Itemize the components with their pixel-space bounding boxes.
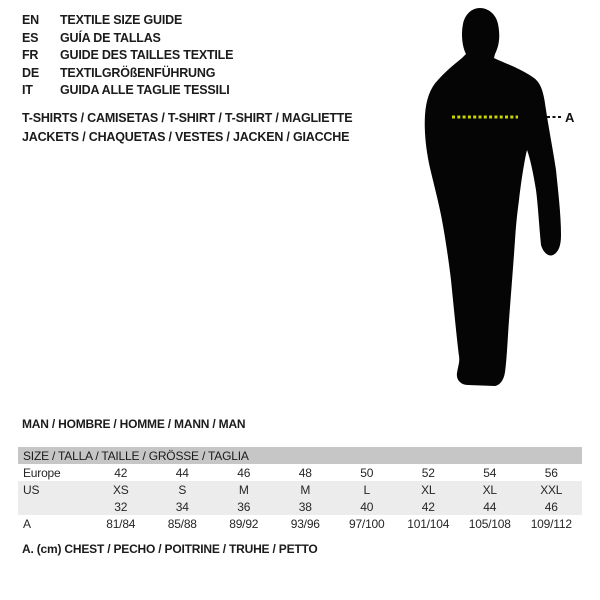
table-cell: 40	[336, 498, 398, 515]
table-row-chest-a	[18, 515, 582, 532]
section-title-man: MAN / HOMBRE / HOMME / MANN / MAN	[22, 417, 246, 431]
language-label: TEXTILGRÖßENFÜHRUNG	[60, 65, 216, 80]
table-row-us	[18, 481, 582, 498]
measure-label-a: A	[565, 110, 575, 125]
table-cell: 54	[483, 465, 497, 480]
table-cell: 44	[175, 465, 189, 480]
table-cell: 89/92	[229, 516, 259, 531]
table-cell: 46	[521, 498, 583, 515]
table-cell: 36	[213, 498, 275, 515]
table-cell: 109/112	[530, 516, 572, 531]
row-label: Europe	[23, 465, 61, 480]
size-table-header: SIZE / TALLA / TAILLE / GRÖSSE / TAGLIA	[18, 447, 582, 464]
table-cell: L	[336, 481, 398, 498]
table-cell: 101/104	[407, 516, 450, 531]
table-cell: XL	[459, 481, 521, 498]
category-line-jackets: JACKETS / CHAQUETAS / VESTES / JACKEN / GIACCHE	[22, 130, 350, 144]
table-cell: 44	[459, 498, 521, 515]
table-cell: 48	[298, 465, 312, 480]
chest-measure-footnote: A. (cm) CHEST / PECHO / POITRINE / TRUHE / PETTO	[22, 542, 318, 556]
table-cell: 105/108	[468, 516, 511, 531]
table-cell: 42	[114, 465, 128, 480]
language-code: FR	[22, 48, 39, 62]
man-silhouette	[425, 8, 561, 386]
table-cell: 42	[398, 498, 460, 515]
table-cell: 32	[90, 498, 152, 515]
row-label: A	[23, 516, 31, 531]
row-label: US	[18, 481, 90, 498]
table-cell: M	[275, 481, 337, 498]
table-cell: 50	[360, 465, 374, 480]
table-cell: XXL	[521, 481, 583, 498]
size-table-header-row	[18, 447, 582, 464]
row-label	[18, 498, 90, 515]
language-code: DE	[22, 65, 39, 80]
language-label: GUÍA DE TALLAS	[60, 30, 161, 45]
table-cell: 93/96	[290, 516, 320, 531]
table-cell: 46	[237, 465, 251, 480]
table-cell: 97/100	[348, 516, 385, 531]
table-cell: 85/88	[167, 516, 197, 531]
size-table	[18, 447, 582, 532]
table-cell: 34	[152, 498, 214, 515]
table-cell: 38	[275, 498, 337, 515]
language-label: TEXTILE SIZE GUIDE	[60, 13, 183, 27]
table-row-europe	[18, 464, 582, 481]
table-cell: XL	[398, 481, 460, 498]
language-code: EN	[22, 13, 39, 27]
language-label: GUIDE DES TAILLES TEXTILE	[60, 48, 234, 62]
table-row-numeric	[18, 498, 582, 515]
table-cell: 52	[421, 465, 435, 480]
table-cell: S	[152, 481, 214, 498]
table-cell: 81/84	[106, 516, 136, 531]
language-code: IT	[22, 83, 33, 97]
table-cell: XS	[90, 481, 152, 498]
category-line-tshirts: T-SHIRTS / CAMISETAS / T-SHIRT / T-SHIRT / MAGLIETTE	[22, 111, 353, 125]
table-cell: 56	[544, 465, 558, 480]
language-label: GUIDA ALLE TAGLIE TESSILI	[60, 83, 230, 97]
language-code: ES	[22, 30, 39, 45]
table-cell: M	[213, 481, 275, 498]
